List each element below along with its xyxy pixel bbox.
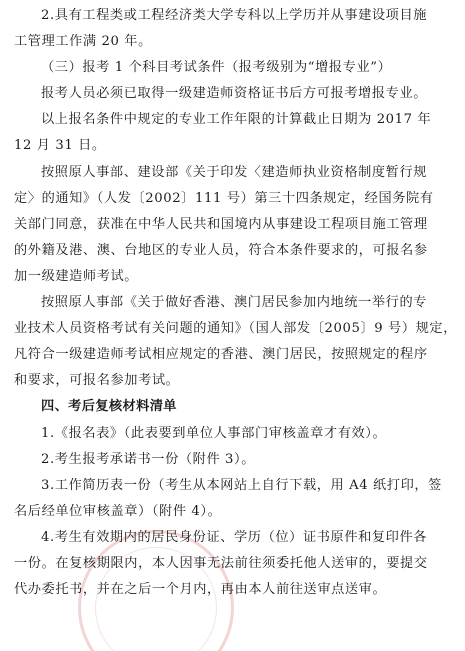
text-line: 凡符合一级建造师考试相应规定的香港、澳门居民，按照规定的程序 (14, 347, 428, 363)
text-line: 的外籍及港、澳、台地区的专业人员，符合本条件要求的，可报名参 (14, 242, 428, 258)
text-line: 3.工作简历表一份（考生从本网站上自行下载，用 A4 纸打印，签 (41, 477, 442, 493)
text-line: 按照原人事部、建设部《关于印发〈建造师执业资格制度暂行规 (41, 164, 428, 180)
text-line: 一份。在复核期限内，本人因事无法前往须委托他人送审的，要提交 (14, 555, 428, 571)
text-line: 和要求，可报名参加考试。 (14, 373, 180, 389)
text-line: 业技术人员资格考试有关问题的通知》（国人部发〔2005〕9 号）规定， (14, 321, 457, 337)
paragraph-foreign-professionals (14, 160, 454, 290)
paragraph-hk-macao-residents (14, 290, 457, 394)
text-line: 代办委托书，并在之后一个月内，再由本人前往送审点送审。 (14, 582, 387, 598)
text-line: 名后经单位审核盖章）（附件 4）。 (14, 503, 222, 519)
heading-text: 四、考后复核材料清单 (41, 399, 177, 415)
text-line: 以上报名条件中规定的专业工作年限的计算截止日期为 2017 年 (41, 112, 432, 128)
text-line: 定〉的通知》（人发〔2002〕111 号）第三十四条规定，经国务院有 (14, 190, 434, 206)
section-4-heading (14, 394, 454, 420)
text-line: 1.《报名表》（此表要到单位人事部门审核盖章才有效）。 (41, 425, 387, 441)
text-line: 报考人员必须已取得一级建造师资格证书后方可报考增报专业。 (41, 86, 428, 102)
text-line: 2.具有工程类或工程经济类大学专科以上学历并从事建设项目施 (41, 8, 428, 23)
text-line: 按照原人事部《关于做好香港、澳门居民参加内地统一举行的专 (41, 295, 428, 311)
text-line: 加一级建造师考试。 (14, 268, 139, 284)
paragraph-condition-2 (14, 3, 454, 55)
paragraph-section-3-title (14, 55, 454, 81)
text-line: （三）报考 1 个科目考试条件（报考级别为“增报专业”） (41, 60, 392, 76)
list-item-4 (14, 525, 454, 603)
text-line: 工管理工作满 20 年。 (14, 34, 152, 50)
text-line: 关部门同意，获准在中华人民共和国境内从事建设工程项目施工管理 (14, 216, 428, 232)
paragraph-deadline (14, 107, 454, 159)
list-item-3 (14, 473, 454, 525)
text-line: 2.考生报考承诺书一份（附件 3）。 (41, 451, 255, 467)
text-line: 4.考生有效期内的居民身份证、学历（位）证书原件和复印件各 (41, 529, 428, 545)
text-line: 12 月 31 日。 (14, 138, 106, 154)
list-item-1 (14, 421, 454, 447)
list-item-2 (14, 447, 454, 473)
document-body (14, 3, 457, 603)
paragraph-section-3-body (14, 81, 454, 107)
